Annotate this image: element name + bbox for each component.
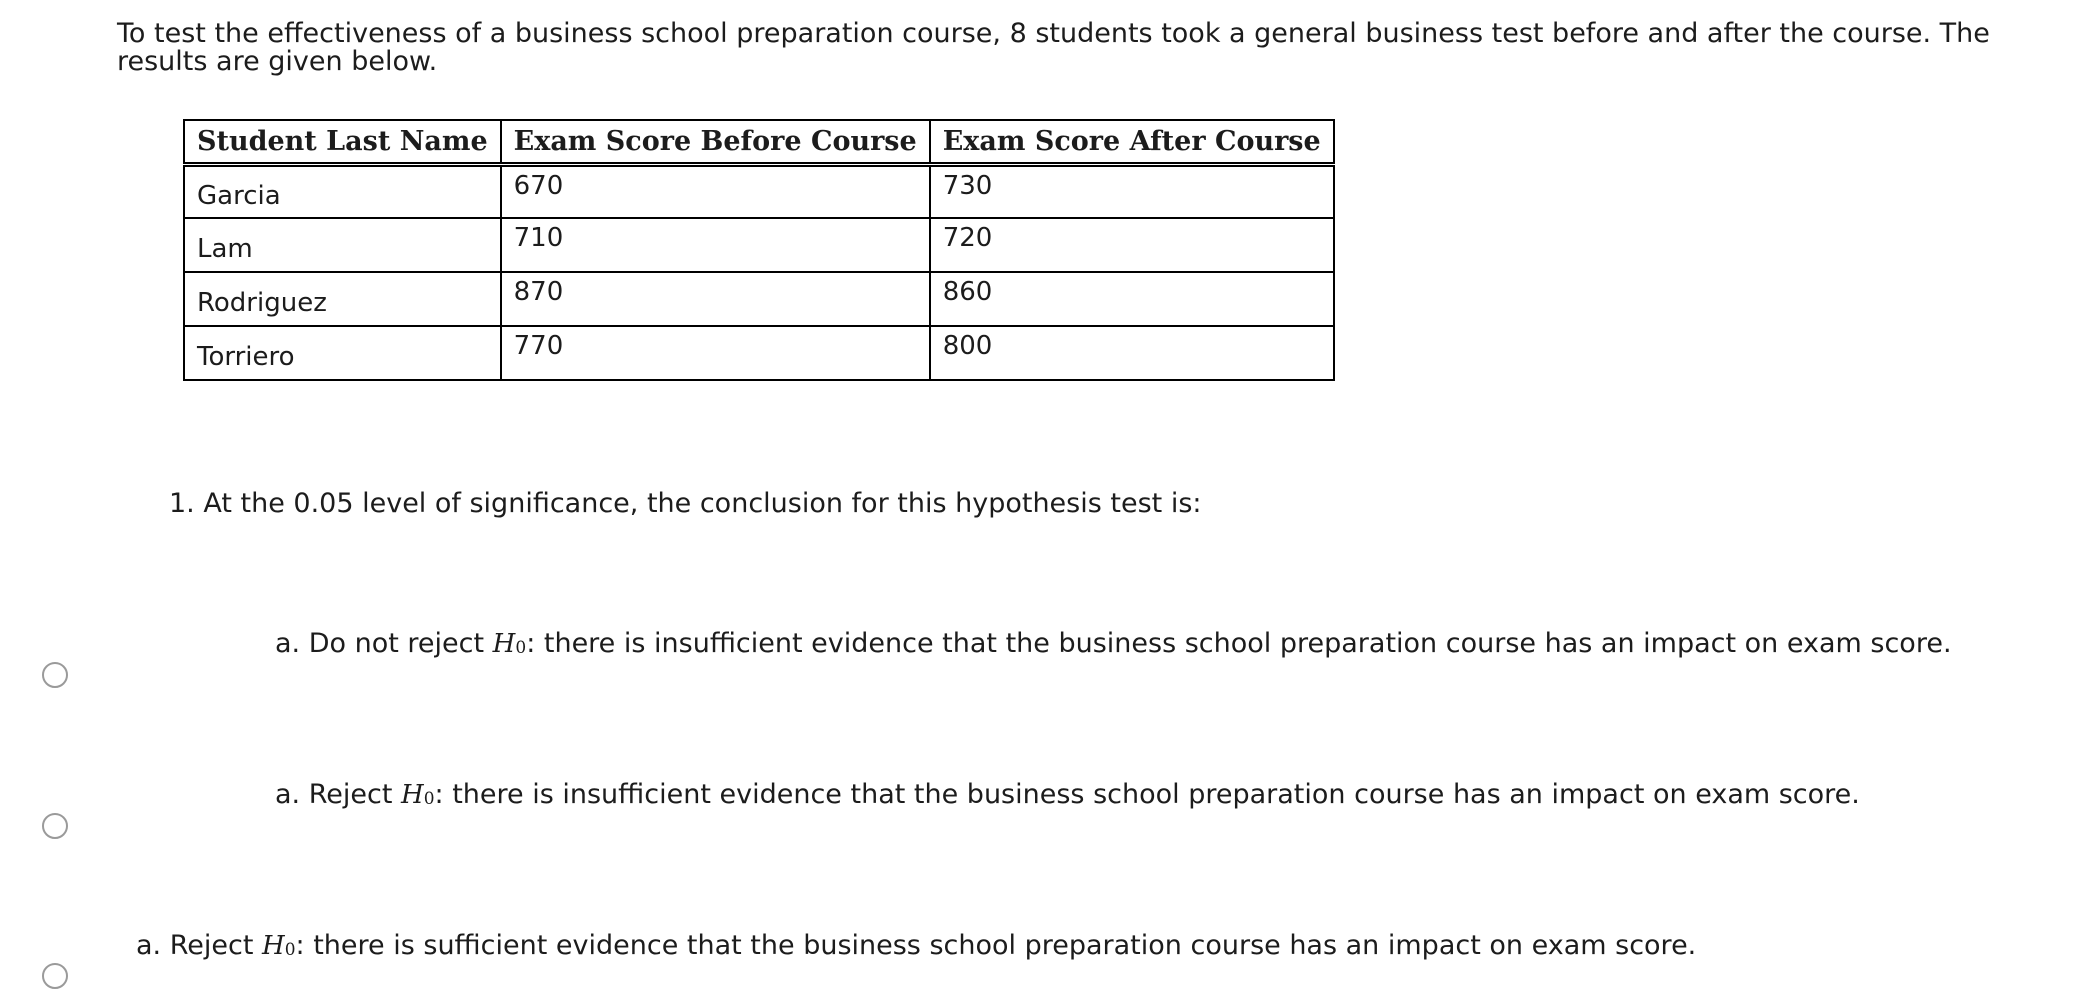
table-row [184,164,1334,218]
header-exam-score-after: Exam Score After Course [930,120,1334,164]
option-prefix: a. Reject [275,779,393,810]
cell-score-before: 670 [501,164,930,218]
option-prefix: a. Reject [136,930,254,961]
question-text: 1. At the 0.05 level of significance, the conclusion for this hypothesis test is: [169,488,1202,519]
cell-student-name: Lam [184,218,501,272]
option-a-radio[interactable] [42,662,68,688]
option-c-text [136,930,1696,961]
option-suffix: : there is sufficient evidence that the business school preparation course has an impact on exam score. [295,930,1697,961]
option-b-text [275,779,1860,810]
h0-symbol: $H_0$ [492,629,527,659]
option-c-radio[interactable] [42,963,68,989]
cell-score-before: 870 [501,272,930,326]
problem-intro: To test the effectiveness of a business school preparation course, 8 students took a general business test before and after the course. The results are given below. [117,18,1990,77]
header-exam-score-before: Exam Score Before Course [501,120,930,164]
exam-scores-table [183,119,1335,381]
cell-score-after: 720 [930,218,1334,272]
option-prefix: a. Do not reject [275,628,485,659]
table-row [184,326,1334,380]
cell-student-name: Garcia [184,164,501,218]
cell-score-before: 770 [501,326,930,380]
option-b-radio[interactable] [42,813,68,839]
cell-student-name: Torriero [184,326,501,380]
header-student-last-name: Student Last Name [184,120,501,164]
table-row [184,272,1334,326]
cell-score-after: 860 [930,272,1334,326]
option-suffix: : there is insufficient evidence that the business school preparation course has an impact on exam score. [434,779,1860,810]
cell-student-name: Rodriguez [184,272,501,326]
option-suffix: : there is insufficient evidence that the business school preparation course has an impact on exam score. [526,628,1952,659]
option-a-text [275,628,1952,659]
h0-symbol: $H_0$ [401,780,435,810]
cell-score-after: 730 [930,164,1334,218]
cell-score-after: 800 [930,326,1334,380]
table-header-row [184,120,1334,164]
cell-score-before: 710 [501,218,930,272]
h0-symbol: $H_0$ [262,931,296,961]
table-row [184,218,1334,272]
